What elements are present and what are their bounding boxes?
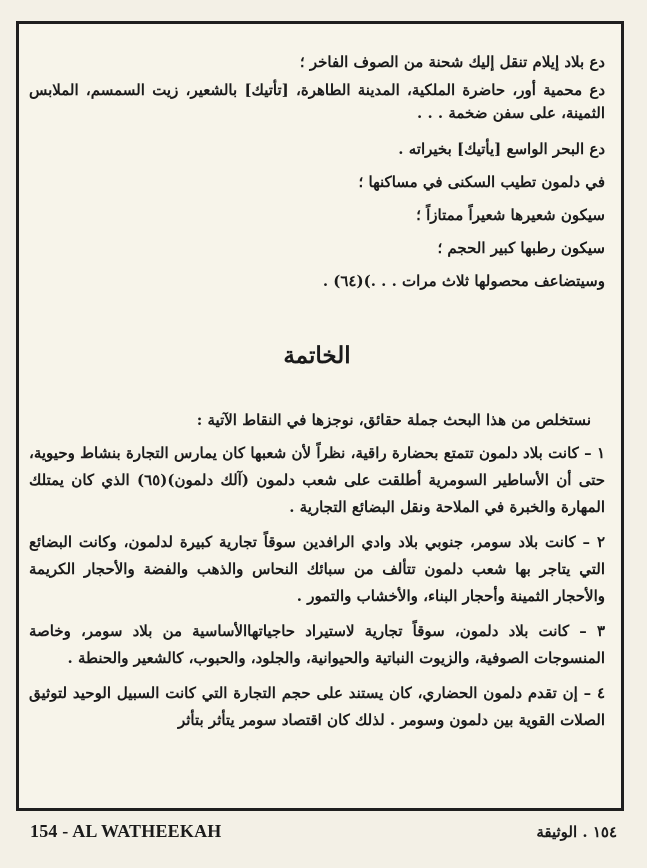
page-frame	[16, 21, 624, 811]
point-2: ٢ – كانت بلاد سومر، جنوبي بلاد وادي الرافدين سوقاً تجارية كبيرة لدلمون، وكانت البضائع التي يتاجر بها شعب دلمون تتألف من سبائك النحاس والذهب والفضة والأحجار الكريمة والأحجار الثمينة وأحجار البناء، والأخشاب والتمور .	[29, 533, 605, 605]
intro-paragraph: نستخلص من هذا البحث جملة حقائق، نوجزها في النقاط الآتية :	[196, 411, 591, 429]
footer-page-number-arabic: ١٥٤ . الوثيقة	[536, 823, 617, 841]
footer-page-number-latin: 154 - AL WATHEEKAH	[30, 821, 222, 841]
point-4: ٤ – إن تقدم دلمون الحضاري، كان يستند على حجم التجارة التي كانت السبيل الوحيد لتوثيق الصلات القوية بين دلمون وسومر . لذلك كان اقتصاد سومر يتأثر بتأثر	[29, 684, 605, 729]
point-3: ٣ – كانت بلاد دلمون، سوقاً تجارية لاستيراد حاجياتهاالأساسية من بلاد سومر، وخاصة المنسوجات الصوفية، والزيوت النباتية والحيوانية، والجلود، والحبوب، كالشعير والحنطة .	[29, 622, 605, 667]
page-content	[29, 46, 605, 742]
poem-line-6: سيكون رطبها كبير الحجم ؛	[437, 239, 605, 257]
section-title: الخاتمة	[283, 342, 351, 369]
poem-line-3: دع البحر الواسع [يأتيك] بخيراته .	[398, 140, 605, 158]
poem-line-2: دع محمية أور، حاضرة الملكية، المدينة الطاهرة، [تأتيك] بالشعير، زيت السمسم، الملابس الثمينة، على سفن ضخمة . . .	[29, 81, 605, 122]
poem-line-1: دع بلاد إيلام تنقل إليك شحنة من الصوف الفاخر ؛	[299, 53, 605, 71]
poem-line-7: وسيتضاعف محصولها ثلاث مرات . . .)(٦٤) .	[322, 272, 605, 290]
point-1: ١ – كانت بلاد دلمون تتمتع بحضارة راقية، نظراً لأن شعبها كان يمارس التجارة بنشاط وحيوية، حتى أن الأساطير السومرية أطلقت على شعب دلمون (آلك دلمون)(٦٥) الذي كان يمتلك المهارة والخبرة في الملاحة ونقل البضائع التجارية .	[29, 444, 605, 516]
page-footer	[30, 821, 617, 845]
poem-line-4: في دلمون تطيب السكنى في مساكنها ؛	[358, 173, 605, 191]
poem-line-5: سيكون شعيرها شعيراً ممتازاً ؛	[416, 206, 605, 224]
